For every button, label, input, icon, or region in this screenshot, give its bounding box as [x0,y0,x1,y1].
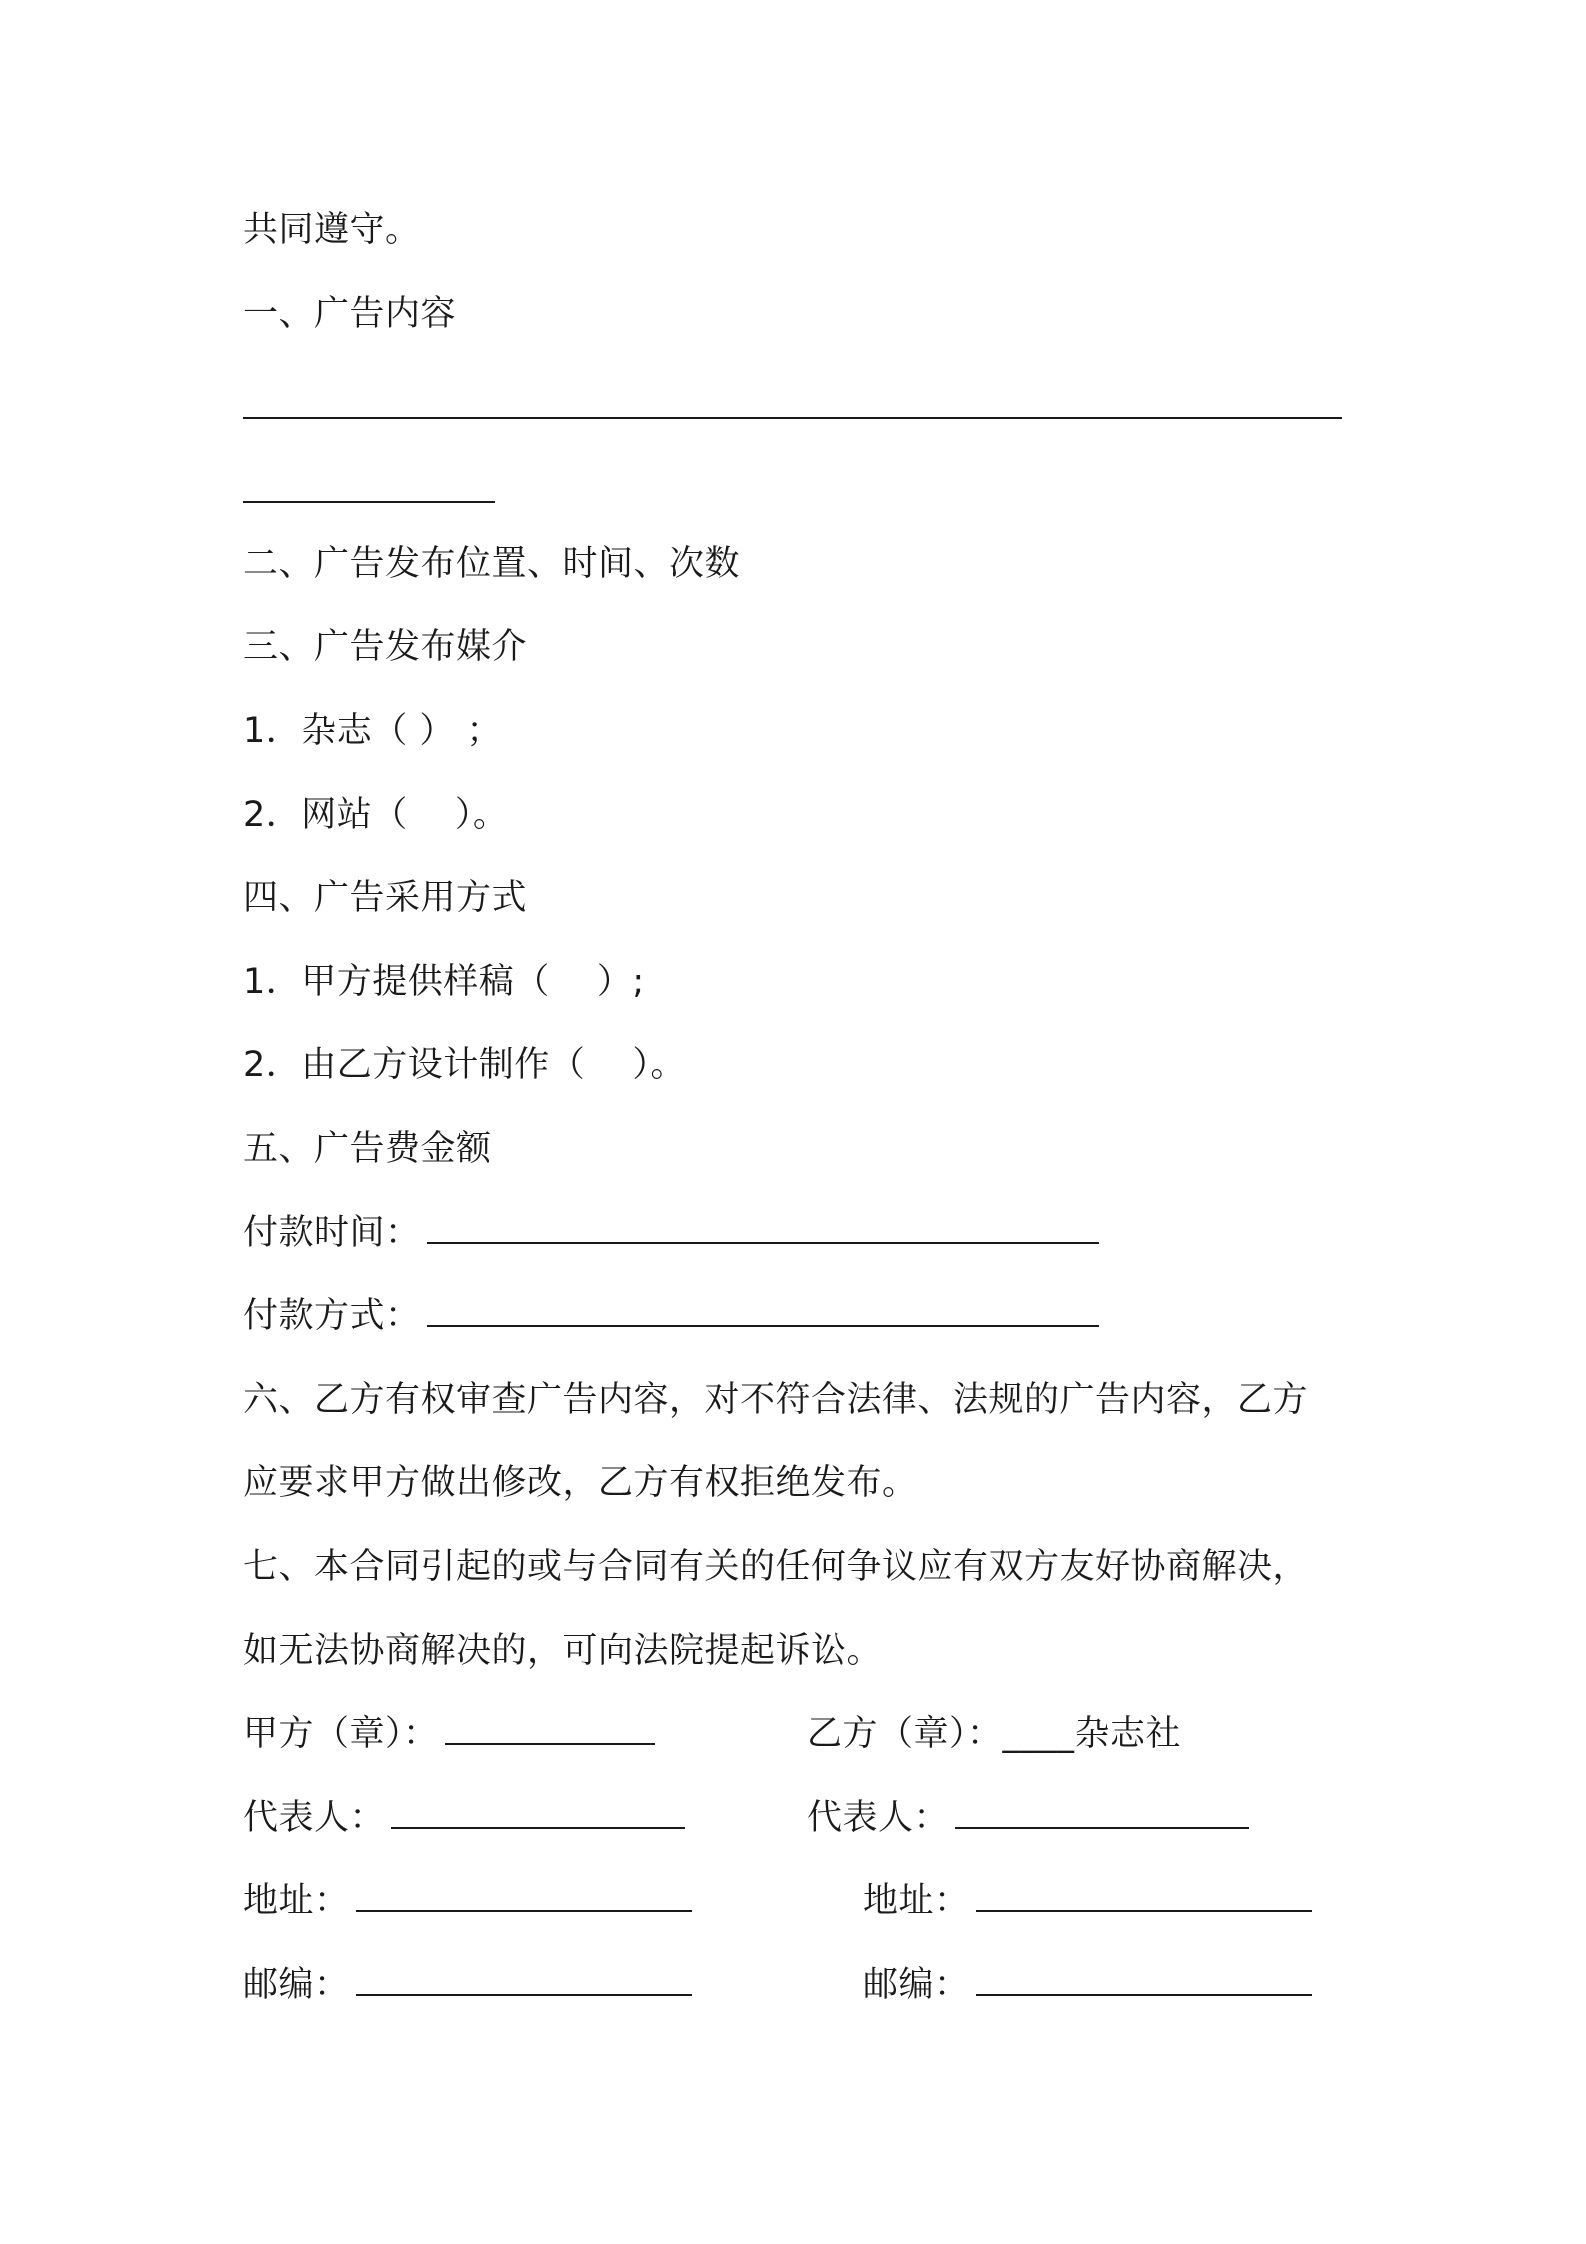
party-b-address-label: 地址： [863,1881,970,1921]
party-b-name: 杂志社 [1074,1714,1182,1754]
payment-method-blank [427,1295,1099,1327]
party-b-rep-label: 代表人： [807,1798,950,1838]
party-a-postcode-label: 邮编： [243,1965,350,2005]
party-a-address-row [243,1879,692,1923]
section-7-line-1: 七、本合同引起的或与合同有关的任何争议应有双方友好协商解决， [243,1547,1309,1587]
party-a-postcode-row [243,1963,692,2007]
party-b-blank: ____ [1002,1714,1075,1754]
section-4-heading: 四、广告采用方式 [243,878,528,918]
content-blank-line-2 [243,501,495,503]
party-b-rep-blank [955,1797,1249,1829]
section-4-item-1: 1．甲方提供样稿（ ）; [243,962,645,1002]
section-1-heading: 一、广告内容 [243,294,457,334]
section-4-item-2: 2．由乙方设计制作（ ）。 [243,1045,686,1085]
payment-time-blank [427,1212,1099,1244]
party-b-rep-row [807,1796,1249,1840]
section-2-heading: 二、广告发布位置、时间、次数 [243,544,741,584]
payment-method-label: 付款方式： [243,1296,421,1336]
party-a-rep-row [243,1796,685,1840]
party-b-postcode-row [863,1963,1312,2007]
section-3-heading: 三、广告发布媒介 [243,627,528,667]
party-b-label: 乙方（章）： [807,1714,1003,1754]
party-b-postcode-blank [976,1964,1312,1996]
section-6-line-1: 六、乙方有权审查广告内容，对不符合法律、法规的广告内容，乙方 [243,1380,1309,1420]
party-a-rep-blank [391,1797,685,1829]
party-a-address-label: 地址： [243,1881,350,1921]
payment-time-label: 付款时间： [243,1213,421,1253]
party-a-postcode-blank [356,1964,692,1996]
party-b-row [807,1712,1181,1756]
party-a-label: 甲方（章）： [243,1714,439,1754]
party-a-address-blank [356,1880,692,1912]
section-7-line-2: 如无法协商解决的，可向法院提起诉讼。 [243,1631,883,1671]
section-5-heading: 五、广告费金额 [243,1129,492,1169]
section-3-item-2: 2．网站（ ）。 [243,795,509,835]
section-3-item-1: 1．杂志（ ） ； [243,711,503,751]
party-b-postcode-label: 邮编： [863,1965,970,2005]
party-b-address-blank [976,1880,1312,1912]
payment-method-row [243,1294,1099,1338]
party-a-row [243,1712,655,1756]
party-a-blank [445,1713,655,1745]
section-6-line-2: 应要求甲方做出修改，乙方有权拒绝发布。 [243,1463,918,1503]
intro-text: 共同遵守。 [243,210,421,250]
content-blank-line-1 [243,417,1342,419]
party-b-address-row [863,1879,1312,1923]
payment-time-row [243,1211,1099,1255]
party-a-rep-label: 代表人： [243,1798,386,1838]
